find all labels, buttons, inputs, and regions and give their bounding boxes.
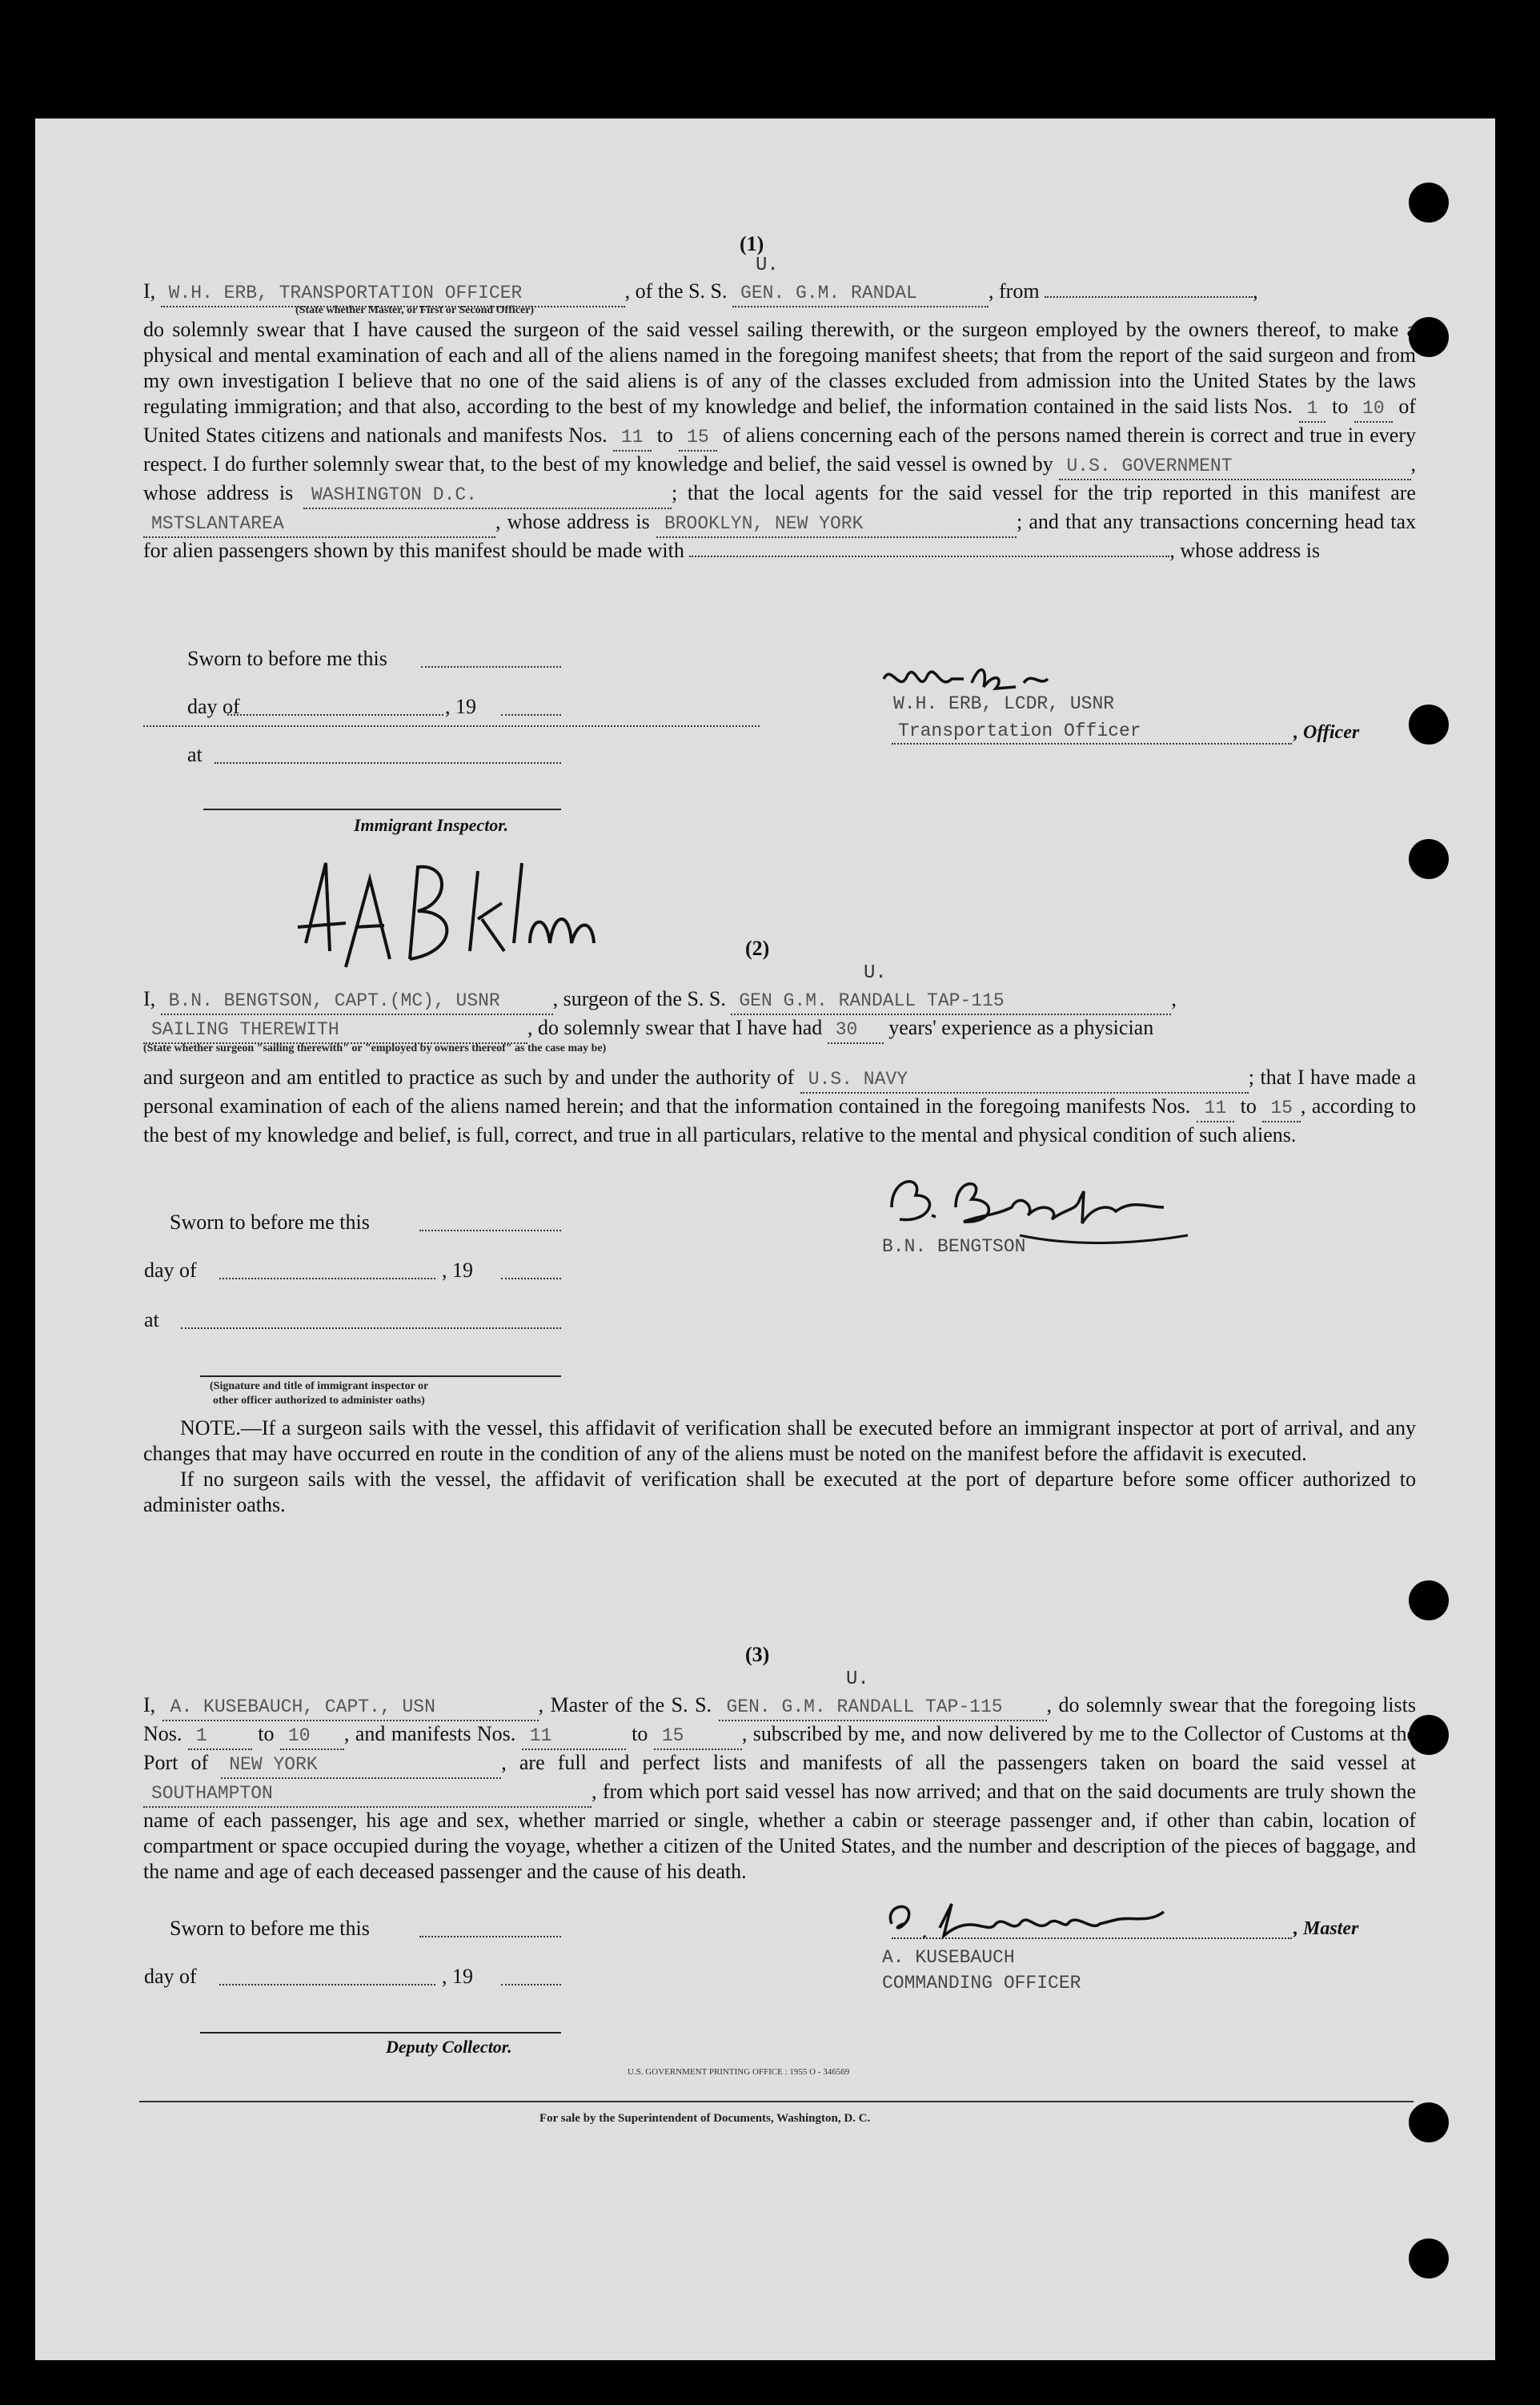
owner-address-field: WASHINGTON D.C. [303,482,672,509]
officer-name-field: W.H. ERB, TRANSPORTATION OFFICER [161,280,625,307]
officer-line [892,743,1292,745]
inspector-line [203,809,561,810]
lists-to-field: 10 [280,1723,344,1750]
address-line [143,725,760,727]
document-page [35,118,1495,2360]
sworn-label: Sworn to before me this [170,1917,370,1940]
punch-hole [1409,2238,1449,2279]
lists-from-field: 1 [188,1723,252,1750]
punch-hole [1409,705,1449,745]
authority-field: U.S. NAVY [800,1066,1249,1094]
signature-hint: (Signature and title of immigrant inspector or [210,1380,429,1392]
manifests-to-field: 15 [1262,1095,1301,1122]
master-typed-name: A. KUSEBAUCH [882,1947,1015,1968]
at-line [181,1327,561,1329]
sailing-hint: (State whether surgeon "sailing therewith" or "employed by owners thereof" as the case may be) [143,1042,607,1054]
day-label: day of [144,1259,197,1282]
inspector-label: Immigrant Inspector. [354,815,509,835]
master-label: , Master [1293,1918,1359,1939]
sworn-line [419,1230,561,1231]
at-line [215,762,561,764]
signature-hint: other officer authorized to administer oaths) [213,1395,425,1407]
officer-hint: (State whether Master, or First or Second Officer) [295,304,535,316]
day-line [219,1278,435,1279]
punch-hole [1409,183,1449,223]
master-line [892,1937,1292,1939]
sworn-label: Sworn to before me this [187,647,387,670]
punch-hole [1409,1580,1449,1620]
day-label: day of [187,695,240,718]
manifests-to-field: 15 [654,1723,742,1750]
officer-typed-name: W.H. ERB, LCDR, USNR [893,693,1115,714]
note-block [143,1415,1416,1518]
year-line [501,714,561,716]
section-number: (3) [745,1643,770,1666]
manifests-from-field: 11 [613,424,652,452]
note-label: NOTE. [180,1416,241,1439]
sale-note: For sale by the Superintendent of Documents, Washington, D. C. [539,2112,871,2125]
embark-field: SOUTHAMPTON [143,1781,592,1808]
surgeon-typed-name: B.N. BENGTSON [882,1236,1026,1257]
sworn-line [421,666,561,668]
master-signature [876,1888,1212,1952]
section-number: (2) [745,937,770,960]
year-label: , 19 [445,695,476,718]
section-3-master-oath: I, A. KUSEBAUCH, CAPT., USN , Master of the S. S. GEN. G.M. RANDALL TAP-115 , do solemnly swear that the foregoing lists Nos. 1 to 10 , and manifests Nos. 11 to 15 , subscribed by me, and now delivered by me to the Collector of Customs at the Port of NEW YORK , are full and perfect lists and manifests of all the passengers taken on board the said vessel at SOUTHAMPTON , from which port said vessel has now arrived; and that on the said documents are truly shown the name of each passenger, his age and sex, whether married or single, whether a cabin or steerage passenger and, if other than cabin, location of compartment or space occupied during the voyage, whether a citizen of the United States, and the number and description of the pieces of baggage, and the name and age of each deceased passenger and the cause of his death. [143,1693,1417,1883]
officer-typed-title: Transportation Officer [898,721,1141,741]
section-2-surgeon-oath: I, B.N. BENGTSON, CAPT.(MC), USNR , surgeon of the S. S. GEN G.M. RANDALL TAP-115 , SAILING THEREWITH , do solemnly swear that I have had 30 years' experience as a physician (State whether surgeon "sailing therewith" or "employed by owners thereof" as the case may be) and surgeon and am entitled to practice as such by and under the authority of U.S. NAVY ; that I have made a personal examination of each of the aliens named herein; and that the information contained in the foregoing manifests Nos. 11 to 15 , according to the best of my knowledge and belief, is full, correct, and true in all particulars, relative to the mental and physical condition of such aliens. [143,987,1417,1146]
at-label: at [144,1308,159,1331]
sworn-line [419,1936,561,1937]
manifests-to-field: 15 [679,424,717,452]
ship-field: GEN G.M. RANDALL TAP-115 [731,988,1171,1015]
year-label: , 19 [442,1259,473,1282]
ship-field: GEN. G.M. RANDAL [732,280,989,307]
year-line [501,1278,561,1279]
lists-to-field: 10 [1354,395,1393,423]
printing-office-note: U.S. GOVERNMENT PRINTING OFFICE : 1955 O - 346569 [628,2067,850,2077]
note-text-2: If no surgeon sails with the vessel, the affidavit of verification shall be executed at the port of departure before some officer authorized to administer oaths. [143,1467,1416,1516]
officer-label: , Officer [1293,722,1360,743]
agents-address-field: BROOKLYN, NEW YORK [656,511,1017,538]
note-text: —If a surgeon sails with the vessel, this affidavit of verification shall be executed before an immigrant inspector at port of arrival, and any changes that may have occurred en route in the condition of any of the aliens must be noted on the manifest before the affidavit is executed. [143,1416,1416,1465]
sworn-label: Sworn to before me this [170,1211,370,1234]
manifests-from-field: 11 [1197,1095,1235,1122]
agents-field: MSTSLANTAREA [143,511,495,538]
head-tax-field [689,556,1169,557]
section-1-oath: I, W.H. ERB, TRANSPORTATION OFFICER , of the S. S. GEN. G.M. RANDAL , from , (State whether Master, or First or Second Officer) do solemnly swear that I have caused the surgeon of the said vessel sailing therewith, or the surgeon employed by the owners thereof, to make a physical and mental examination of each and all of the aliens named in the foregoing manifest sheets; that from the report of the said surgeon and from my own investigation I believe that no one of the said aliens is of any of the classes excluded from admission into the United States by the laws regulating immigration; and that also, according to the best of my knowledge and belief, the information contained in the said lists Nos. 1 to 10 of United States citizens and nationals and manifests Nos. 11 to 15 of aliens concerning each of the persons named therein is correct and true in every respect. I do further solemnly swear that, to the best of my knowledge and belief, the said vessel is owned by U.S. GOVERNMENT , whose address is WASHINGTON D.C. ; that the local agents for the said vessel for the trip reported in this manifest are MSTSLANTAREA , whose address is BROOKLYN, NEW YORK ; and that any transactions concerning head tax for alien passengers shown by this manifest should be made with , whose address is [143,279,1416,564]
year-label: , 19 [442,1965,473,1988]
year-line [501,1984,561,1985]
day-line [219,1984,435,1985]
collector-line [200,2032,561,2034]
at-label: at [187,743,203,766]
owner-field: U.S. GOVERNMENT [1059,453,1411,480]
port-field: NEW YORK [221,1752,501,1779]
manifests-from-field: 11 [522,1723,626,1750]
footer-rule [139,2101,1414,2102]
master-typed-title: COMMANDING OFFICER [882,1973,1081,1993]
punch-hole [1409,839,1449,879]
signature-line [200,1375,561,1377]
years-field: 30 [828,1017,884,1044]
u-mark: U. [864,962,887,984]
day-line [227,714,443,716]
u-mark: U. [846,1668,869,1690]
punch-hole [1409,2102,1449,2142]
sailing-field: SAILING THEREWITH [143,1017,527,1044]
surgeon-name-field: B.N. BENGTSON, CAPT.(MC), USNR [161,988,553,1015]
lists-from-field: 1 [1299,395,1326,423]
section-number: (1) [740,232,764,255]
u-mark: U. [756,255,779,276]
inspector-stamp-handwriting [290,831,610,983]
day-label: day of [144,1965,197,1988]
from-field [1045,296,1253,298]
master-name-field: A. KUSEBAUCH, CAPT., USN [162,1694,539,1721]
ship-field: GEN. G.M. RANDALL TAP-115 [719,1694,1047,1721]
surgeon-signature [876,1159,1212,1247]
collector-label: Deputy Collector. [386,2037,512,2057]
